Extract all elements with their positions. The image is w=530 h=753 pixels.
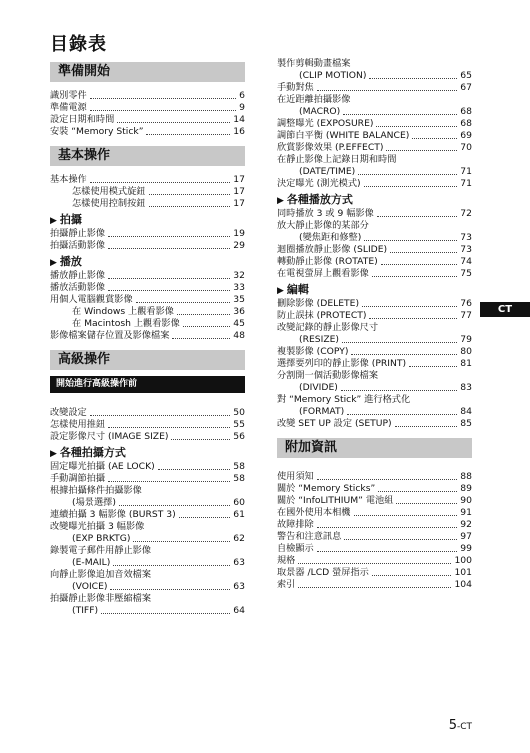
dot-leader <box>317 478 458 480</box>
toc-entry-title: 使用須知 <box>277 471 314 482</box>
toc-entry-title-line: 根據拍攝條件拍攝影像 <box>50 485 142 496</box>
toc-entry-page: 97 <box>460 531 472 542</box>
toc-entry-page: 68 <box>460 118 472 129</box>
toc-entry[interactable] <box>277 507 472 519</box>
toc-entry[interactable] <box>277 208 472 220</box>
toc-entry-page: 80 <box>460 346 472 357</box>
toc-entry-title: 調節白平衡 (WHITE BALANCE) <box>277 130 410 141</box>
toc-right-column <box>277 58 472 591</box>
toc-entry-page: 76 <box>460 298 472 309</box>
toc-entry-title: 設定日期和時間 <box>50 114 115 125</box>
dot-leader <box>298 586 451 588</box>
toc-entry-title: (場景選擇) <box>72 497 116 508</box>
triangle-bullet-icon: ▶ <box>277 286 284 296</box>
toc-entry[interactable] <box>277 256 472 268</box>
toc-entry-page: 74 <box>460 256 472 267</box>
dot-leader <box>108 480 230 482</box>
dot-leader <box>298 562 451 564</box>
dot-leader <box>108 289 230 291</box>
toc-entry-page: 104 <box>454 579 472 590</box>
toc-entry-title: 故障排除 <box>277 519 314 530</box>
section-heading: 高級操作 <box>50 350 245 370</box>
toc-entry[interactable] <box>277 483 472 495</box>
toc-entry[interactable] <box>50 186 245 198</box>
dot-leader <box>183 325 231 327</box>
triangle-bullet-icon: ▶ <box>50 216 57 226</box>
category-heading <box>277 192 472 208</box>
dot-leader <box>369 317 457 319</box>
toc-entry-title: 警告和注意訊息 <box>277 531 342 542</box>
toc-entry-page: 6 <box>239 90 245 101</box>
toc-entry[interactable] <box>277 142 472 154</box>
toc-entry-page: 58 <box>233 461 245 472</box>
toc-entry[interactable] <box>50 240 245 252</box>
toc-entry[interactable] <box>277 567 472 579</box>
toc-entry-title: (MACRO) <box>299 106 341 117</box>
toc-entry-title-line: 放大靜止影像的某部分 <box>277 220 369 231</box>
toc-entry[interactable] <box>50 431 245 443</box>
page-number-value: 5 <box>448 718 457 733</box>
toc-entry-page: 17 <box>233 174 245 185</box>
toc-entry-page: 73 <box>460 244 472 255</box>
toc-entry[interactable] <box>277 166 472 178</box>
toc-entry-page: 75 <box>460 268 472 279</box>
section-heading: 準備開始 <box>50 62 245 82</box>
toc-entry-page: 32 <box>233 270 245 281</box>
toc-entry[interactable] <box>277 70 472 82</box>
dot-leader <box>90 97 236 99</box>
toc-entry-title: 同時播放 3 或 9 幅影像 <box>277 208 374 219</box>
toc-entry[interactable] <box>277 346 472 358</box>
category-heading <box>277 282 472 298</box>
toc-entry-page: 61 <box>233 509 245 520</box>
toc-entry[interactable] <box>50 318 245 330</box>
toc-entry-title: 基本操作 <box>50 174 87 185</box>
toc-entry[interactable] <box>50 419 245 431</box>
toc-entry-page: 68 <box>460 106 472 117</box>
toc-entry-page: 19 <box>233 228 245 239</box>
toc-entry-title: 取景器 /LCD 螢屏指示 <box>277 567 369 578</box>
toc-entry-title: 播放靜止影像 <box>50 270 106 281</box>
toc-entry[interactable] <box>50 509 245 521</box>
dot-leader <box>171 438 230 440</box>
toc-entry-title: (CLIP MOTION) <box>299 70 367 81</box>
dot-leader <box>119 504 230 506</box>
toc-entry-title: 怎樣使用推鈕 <box>50 419 106 430</box>
toc-entry-title: 關於 “InfoLITHIUM” 電池組 <box>277 495 394 506</box>
toc-entry[interactable] <box>277 244 472 256</box>
spacer <box>50 138 245 146</box>
toc-entry-title: 播放活動影像 <box>50 282 106 293</box>
dot-leader <box>146 133 230 135</box>
dot-leader <box>342 341 457 343</box>
dot-leader <box>108 426 230 428</box>
toc-entry-page: 71 <box>460 178 472 189</box>
toc-entry-title: 在電視螢屏上觀看影像 <box>277 268 369 279</box>
section-heading: 基本操作 <box>50 146 245 166</box>
toc-entry-page: 35 <box>233 294 245 305</box>
dot-leader <box>172 337 230 339</box>
toc-entry-page: 60 <box>233 497 245 508</box>
toc-entry-page: 67 <box>460 82 472 93</box>
toc-entry-title: 安裝 “Memory Stick” <box>50 126 144 137</box>
dot-leader <box>90 109 236 111</box>
toc-entry[interactable] <box>277 531 472 543</box>
toc-entry-title: 改變設定 <box>50 407 87 418</box>
toc-entry-title: 改變 SET UP 設定 (SETUP) <box>277 418 392 429</box>
toc-entry-page: 58 <box>233 473 245 484</box>
toc-entry-title: (E-MAIL) <box>72 557 111 568</box>
toc-entry[interactable] <box>50 533 245 545</box>
toc-entry-title: 規格 <box>277 555 296 566</box>
toc-entry[interactable] <box>50 114 245 126</box>
toc-entry-page: 92 <box>460 519 472 530</box>
category-heading-label: 各種拍攝方式 <box>59 446 126 459</box>
toc-entry-title: 連續拍攝 3 幅影像 (BURST 3) <box>50 509 176 520</box>
toc-entry-title: (VOICE) <box>72 581 108 592</box>
dot-leader <box>343 113 457 115</box>
toc-entry-title: 在國外使用本相機 <box>277 507 351 518</box>
dot-leader <box>317 550 458 552</box>
toc-entry[interactable] <box>277 418 472 430</box>
toc-entry-title: 索引 <box>277 579 296 590</box>
category-heading-label: 拍攝 <box>59 213 82 226</box>
toc-entry[interactable] <box>50 228 245 240</box>
toc-entry-page: 89 <box>460 483 472 494</box>
dot-leader <box>110 588 230 590</box>
dot-leader <box>351 353 457 355</box>
dot-leader <box>409 365 457 367</box>
toc-entry[interactable] <box>277 82 472 94</box>
toc-entry-title: 用個人電腦觀賞影像 <box>50 294 133 305</box>
triangle-bullet-icon: ▶ <box>50 258 57 268</box>
toc-entry[interactable] <box>50 270 245 282</box>
toc-entry-page: 63 <box>233 557 245 568</box>
toc-entry-title: 決定曝光 (測光模式) <box>277 178 361 189</box>
toc-entry[interactable] <box>277 519 472 531</box>
toc-entry-page: 81 <box>460 358 472 369</box>
toc-entry[interactable] <box>50 90 245 102</box>
toc-entry-page: 14 <box>233 114 245 125</box>
toc-entry-page: 45 <box>233 318 245 329</box>
toc-entry-title-line: 改變曝光拍攝 3 幅影像 <box>50 521 145 532</box>
language-tab: CT <box>480 302 530 317</box>
toc-entry[interactable] <box>50 497 245 509</box>
dot-leader <box>117 121 230 123</box>
toc-entry[interactable] <box>277 130 472 142</box>
dot-leader <box>344 538 457 540</box>
toc-entry-page: 91 <box>460 507 472 518</box>
toc-entry-page: 64 <box>233 605 245 616</box>
page-number <box>449 718 472 733</box>
toc-entry[interactable] <box>50 294 245 306</box>
toc-entry-page: 48 <box>233 330 245 341</box>
dot-leader <box>369 77 457 79</box>
dot-leader <box>108 247 230 249</box>
toc-entry-title: (RESIZE) <box>299 334 339 345</box>
toc-entry-page: 36 <box>233 306 245 317</box>
dot-leader <box>90 181 231 183</box>
spacer <box>50 342 245 350</box>
toc-entry-page: 99 <box>460 543 472 554</box>
toc-entry[interactable] <box>50 282 245 294</box>
toc-entry-title: 轉動靜止影像 (ROTATE) <box>277 256 378 267</box>
toc-entry-page: 17 <box>233 198 245 209</box>
toc-entry-title: 在 Windows 上觀看影像 <box>72 306 174 317</box>
toc-entry-title-line: 拍攝靜止影像非壓縮檔案 <box>50 593 152 604</box>
toc-entry[interactable] <box>277 106 472 118</box>
dot-leader <box>101 612 230 614</box>
toc-entry-title: 調整曝光 (EXPOSURE) <box>277 118 374 129</box>
category-heading-label: 播放 <box>59 255 82 268</box>
toc-entry[interactable] <box>50 461 245 473</box>
dot-leader <box>390 251 457 253</box>
toc-entry-title: 怎樣使用模式旋鈕 <box>72 186 146 197</box>
category-heading-label: 編輯 <box>286 283 309 296</box>
spacer <box>50 399 245 407</box>
toc-entry-title: (TIFF) <box>72 605 99 616</box>
dot-leader <box>341 389 457 391</box>
toc-entry[interactable] <box>50 473 245 485</box>
category-heading-label: 各種播放方式 <box>286 193 353 206</box>
category-heading <box>50 445 245 461</box>
toc-entry-title: 選擇要列印的靜止影像 (PRINT) <box>277 358 407 369</box>
toc-entry-page: 70 <box>460 142 472 153</box>
dot-leader <box>376 125 457 127</box>
triangle-bullet-icon: ▶ <box>277 196 284 206</box>
toc-entry[interactable] <box>277 382 472 394</box>
toc-entry[interactable] <box>277 178 472 190</box>
toc-entry-page: 62 <box>233 533 245 544</box>
page-title: 目錄表 <box>50 34 107 55</box>
spacer <box>277 430 472 438</box>
toc-entry[interactable] <box>277 358 472 370</box>
toc-entry[interactable] <box>50 557 245 569</box>
subsection-banner: 開始進行高級操作前 <box>50 376 245 393</box>
dot-leader <box>377 215 457 217</box>
toc-entry[interactable] <box>277 298 472 310</box>
dot-leader <box>396 502 457 504</box>
dot-leader <box>364 239 457 241</box>
toc-entry-title: 自檢顯示 <box>277 543 314 554</box>
toc-entry[interactable] <box>277 118 472 130</box>
toc-entry-title: (FORMAT) <box>299 406 345 417</box>
toc-entry-page: 100 <box>454 555 472 566</box>
dot-leader <box>372 574 452 576</box>
dot-leader <box>317 526 458 528</box>
dot-leader <box>113 564 230 566</box>
dot-leader <box>372 275 457 277</box>
dot-leader <box>364 185 458 187</box>
toc-entry-page: 85 <box>460 418 472 429</box>
toc-entry-title-line: 分割開一個活動影像檔案 <box>277 370 379 381</box>
toc-entry-page: 33 <box>233 282 245 293</box>
dot-leader <box>317 89 458 91</box>
toc-entry-title: (DATE/TIME) <box>299 166 356 177</box>
toc-entry-title: 迴圈播放靜止影像 (SLIDE) <box>277 244 388 255</box>
toc-entry[interactable] <box>277 579 472 591</box>
toc-entry[interactable] <box>277 310 472 322</box>
toc-entry[interactable] <box>50 102 245 114</box>
toc-entry-title: (DIVIDE) <box>299 382 338 393</box>
toc-entry-page: 69 <box>460 130 472 141</box>
toc-entry-title-line: 錄製電子郵件用靜止影像 <box>50 545 152 556</box>
dot-leader <box>347 413 457 415</box>
toc-entry-title: 手動對焦 <box>277 82 314 93</box>
toc-entry-page: 50 <box>233 407 245 418</box>
toc-entry-page: 79 <box>460 334 472 345</box>
toc-entry-page: 84 <box>460 406 472 417</box>
dot-leader <box>149 205 231 207</box>
dot-leader <box>381 263 458 265</box>
toc-entry[interactable] <box>277 543 472 555</box>
toc-entry-page: 90 <box>460 495 472 506</box>
toc-entry-page: 56 <box>233 431 245 442</box>
toc-entry-title: 手動調節拍攝 <box>50 473 106 484</box>
toc-entry-page: 55 <box>233 419 245 430</box>
toc-entry-title: 固定曝光拍攝 (AE LOCK) <box>50 461 155 472</box>
dot-leader <box>358 173 457 175</box>
dot-leader <box>378 490 457 492</box>
toc-entry-title: 欣賞影像效果 (P.EFFECT) <box>277 142 384 153</box>
category-heading <box>50 212 245 228</box>
toc-entry-page: 63 <box>233 581 245 592</box>
dot-leader <box>90 414 231 416</box>
toc-entry[interactable] <box>277 334 472 346</box>
toc-entry-page: 65 <box>460 70 472 81</box>
toc-entry-page: 16 <box>233 126 245 137</box>
toc-entry-title: 刪除影像 (DELETE) <box>277 298 360 309</box>
dot-leader <box>179 516 231 518</box>
category-heading <box>50 254 245 270</box>
toc-entry[interactable] <box>50 330 245 342</box>
toc-entry-title: 準備電源 <box>50 102 87 113</box>
toc-entry[interactable] <box>50 126 245 138</box>
toc-entry[interactable] <box>277 268 472 280</box>
toc-entry-title: 拍攝活動影像 <box>50 240 106 251</box>
toc-entry-title-line: 在靜止影像上記錄日期和時間 <box>277 154 397 165</box>
toc-entry[interactable] <box>277 555 472 567</box>
dot-leader <box>386 149 457 151</box>
toc-entry-page: 9 <box>239 102 245 113</box>
toc-entry-title: 拍攝靜止影像 <box>50 228 106 239</box>
toc-entry-page: 77 <box>460 310 472 321</box>
section-heading: 附加資訊 <box>277 438 472 458</box>
toc-entry-title: (變焦距和修整) <box>299 232 362 243</box>
toc-entry-title: (EXP BRKTG) <box>72 533 131 544</box>
toc-entry-title: 關於 “Memory Sticks” <box>277 483 376 494</box>
toc-entry-page: 17 <box>233 186 245 197</box>
toc-entry-page: 88 <box>460 471 472 482</box>
toc-entry-page: 83 <box>460 382 472 393</box>
dot-leader <box>149 193 231 195</box>
triangle-bullet-icon: ▶ <box>50 449 57 459</box>
toc-entry-title-line: 改變記錄的靜止影像尺寸 <box>277 322 379 333</box>
toc-entry-page: 29 <box>233 240 245 251</box>
toc-entry-title: 複製影像 (COPY) <box>277 346 349 357</box>
dot-leader <box>158 468 231 470</box>
dot-leader <box>136 301 231 303</box>
toc-entry-title-line: 對 “Memory Stick” 進行格式化 <box>277 394 411 405</box>
toc-entry-title: 防止誤抹 (PROTECT) <box>277 310 367 321</box>
dot-leader <box>354 514 458 516</box>
page-number-suffix: -CT <box>456 722 472 732</box>
toc-entry[interactable] <box>50 581 245 593</box>
toc-entry-title-line: 製作剪輯動畫檔案 <box>277 58 351 69</box>
dot-leader <box>362 305 457 307</box>
toc-entry-page: 101 <box>454 567 472 578</box>
toc-entry[interactable] <box>50 198 245 210</box>
toc-entry-title: 在 Macintosh 上觀看影像 <box>72 318 180 329</box>
toc-entry[interactable] <box>50 605 245 617</box>
toc-entry[interactable] <box>50 407 245 419</box>
toc-entry-page: 71 <box>460 166 472 177</box>
toc-entry-title-line: 在近距離拍攝影像 <box>277 94 351 105</box>
toc-entry-title: 怎樣使用控制按鈕 <box>72 198 146 209</box>
toc-entry[interactable] <box>50 174 245 186</box>
dot-leader <box>177 313 230 315</box>
dot-leader <box>108 277 230 279</box>
toc-entry-title: 影像檔案儲存位置及影像檔案 <box>50 330 170 341</box>
toc-entry-title-line: 向靜止影像追加音效檔案 <box>50 569 152 580</box>
toc-entry[interactable] <box>277 471 472 483</box>
toc-entry-title: 設定影像尺寸 (IMAGE SIZE) <box>50 431 169 442</box>
dot-leader <box>395 425 458 427</box>
toc-entry-page: 73 <box>460 232 472 243</box>
toc-entry-page: 72 <box>460 208 472 219</box>
toc-entry[interactable] <box>277 232 472 244</box>
toc-left-column <box>50 62 245 617</box>
toc-entry[interactable] <box>277 406 472 418</box>
dot-leader <box>133 540 230 542</box>
dot-leader <box>108 235 230 237</box>
toc-entry[interactable] <box>50 306 245 318</box>
dot-leader <box>412 137 457 139</box>
toc-entry[interactable] <box>277 495 472 507</box>
toc-entry-title: 識別零件 <box>50 90 87 101</box>
